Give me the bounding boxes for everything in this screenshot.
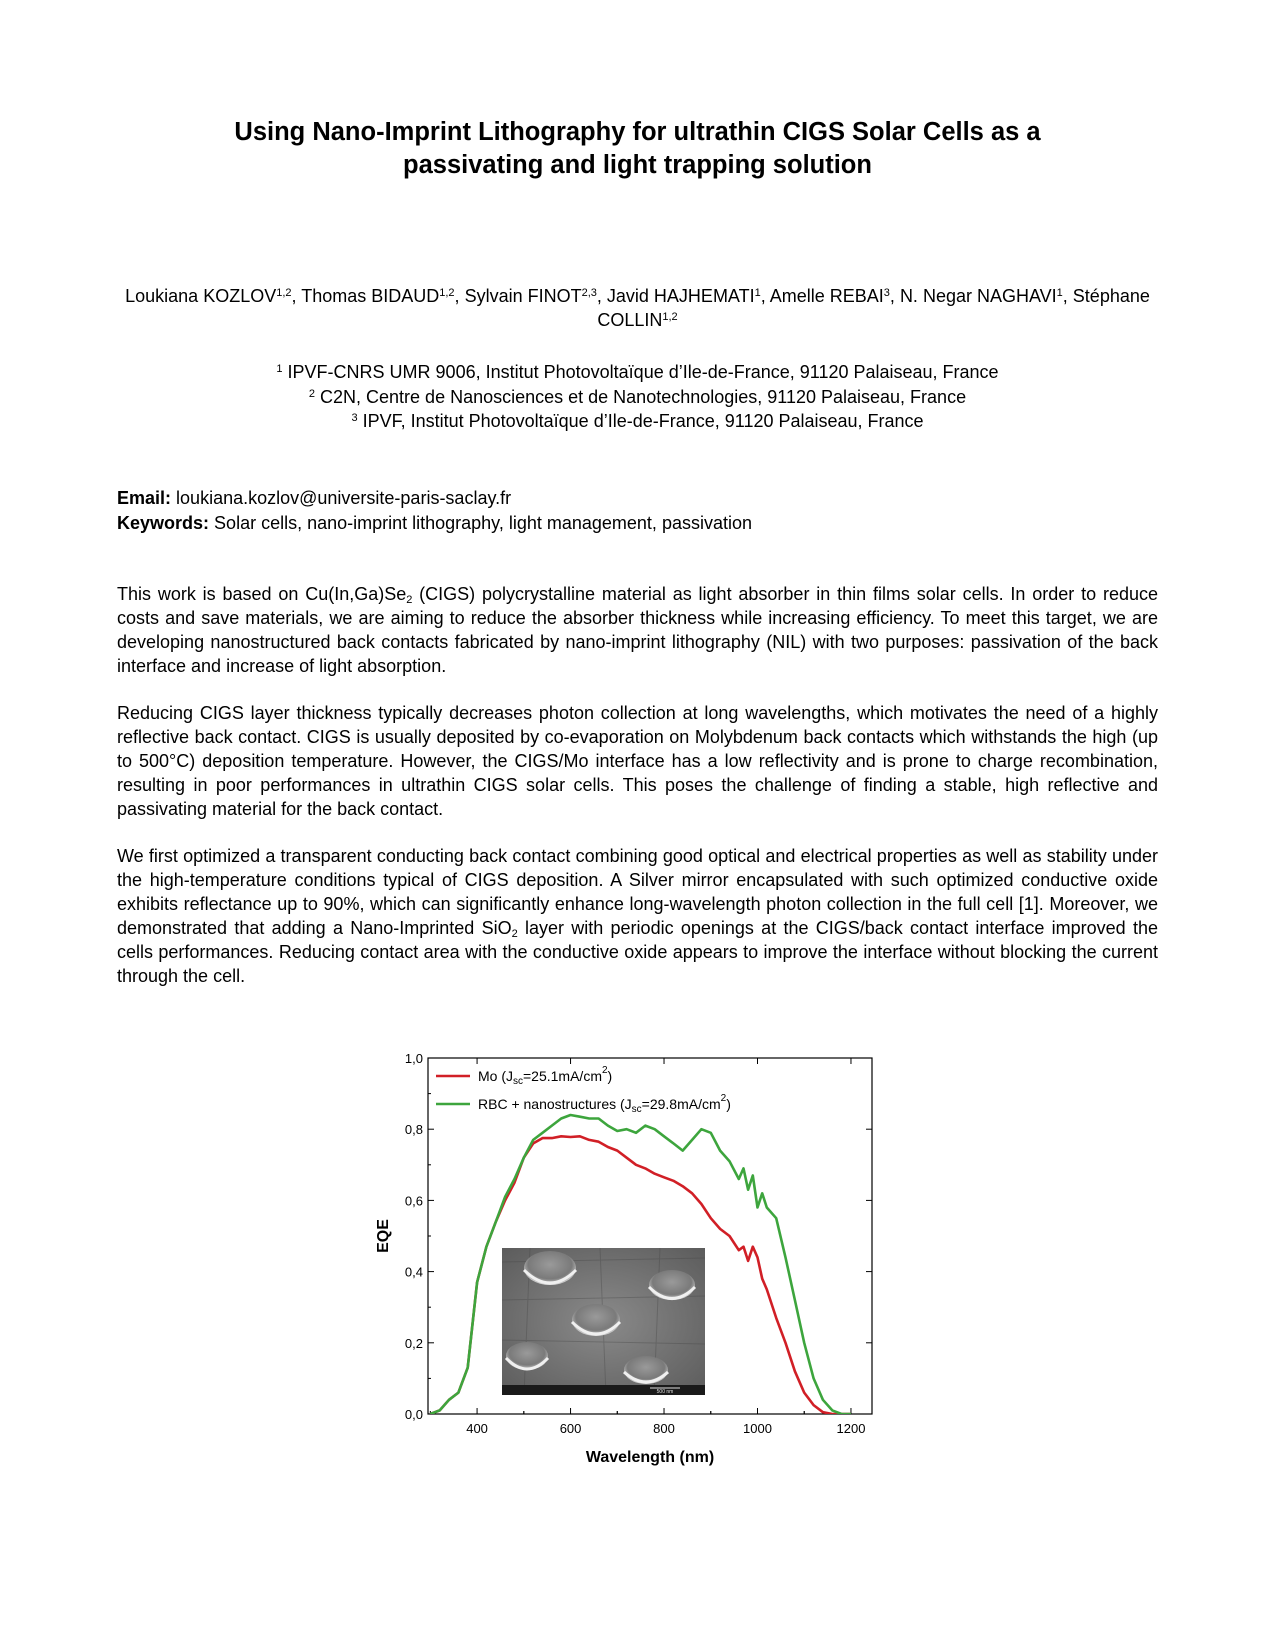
author-name: Sylvain FINOT [464, 286, 582, 306]
author-affiliation-mark: 2,3 [581, 287, 597, 299]
paragraph-1-subscript: 2 [406, 594, 413, 606]
legend-legend-end: ) [607, 1068, 613, 1084]
x-tick-label: 1000 [743, 1421, 772, 1436]
affiliation-number: 3 [351, 412, 358, 424]
x-tick-label: 400 [466, 1421, 488, 1436]
legend-legend-sup: 2 [601, 1065, 608, 1076]
legend-legend-val: =25.1mA/cm [523, 1068, 602, 1084]
author-name: Amelle REBAI [769, 286, 884, 306]
sem-inset-image [502, 1248, 705, 1395]
body-paragraph-2: Reducing CIGS layer thickness typically decreases photon collection at long wavelengths, which motivates the need of a highly reflective back contact. CIGS is usually deposited by co-evaporation on Molybdenum back contacts which withstands the high (up to 500°C) deposition temperature. However, the CIGS/Mo interface has a low reflectivity and is prone to charge recombination, resulting in poor performances in ultrathin CIGS solar cells. This poses the challenge of finding a stable, high reflective and passivating material for the back contact. [117, 703, 1158, 819]
keywords-label: Keywords: [117, 512, 210, 533]
affiliation-number: 2 [308, 387, 316, 400]
author-affiliation-mark: 1 [1056, 287, 1063, 299]
paragraph-1-text-a: This work is based on Cu(In,Ga)Se [117, 584, 407, 604]
legend-legend-main: Mo (J [478, 1068, 513, 1084]
author-affiliation-mark: 1 [754, 287, 761, 299]
y-axis-label: EQE [375, 1219, 392, 1253]
affiliation-text: IPVF-CNRS UMR 9006, Institut Photovoltaïque d’Ile-de-France, 91120 Palaiseau, France [282, 362, 999, 382]
author-name: Stéphane COLLIN [597, 286, 1150, 330]
author-name: N. Negar NAGHAVI [899, 286, 1057, 306]
author-name: Javid HAJHEMATI [606, 286, 755, 306]
x-axis-label: Wavelength (nm) [585, 1449, 715, 1466]
author-affiliation-mark: 1,2 [276, 287, 292, 299]
keywords-value: Solar cells, nano-imprint lithography, light management, passivation [214, 512, 752, 533]
title-line-2: passivating and light trapping solution [403, 151, 872, 179]
y-tick-label: 0,2 [404, 1335, 423, 1351]
author-name: Thomas BIDAUD [301, 286, 440, 306]
legend-legend-end: ) [726, 1096, 731, 1112]
author-list: Loukiana KOZLOV$^{1,2}$, Thomas BIDAUD$^{1,2}$, Sylvain FINOT$^{2,3}$, Javid HAJHEMATI$^1$, Amelle REBAI$^3$, N. Negar NAGHAVI$^1$, Stéphane COLLIN$^{1,2}$ [125, 286, 1150, 330]
author-affiliation-mark: 1,2 [662, 311, 678, 323]
y-tick-label: 0,4 [404, 1264, 423, 1280]
affiliation-text: C2N, Centre de Nanosciences et de Nanotechnologies, 91120 Palaiseau, France [315, 386, 967, 407]
affiliation-number: 1 [276, 363, 283, 375]
email-value[interactable]: loukiana.kozlov@universite-paris-saclay.fr [176, 488, 512, 508]
y-tick-label: 0,0 [404, 1407, 423, 1422]
email-label: Email: [117, 488, 172, 508]
sem-scale-label: 500 nm [656, 1389, 674, 1395]
x-tick-label: 600 [559, 1421, 582, 1436]
legend-legend-val: =29.8mA/cm [641, 1096, 721, 1112]
x-tick-label: 800 [653, 1421, 675, 1436]
paragraph-3-subscript: 2 [511, 928, 518, 940]
y-tick-label: 1,0 [404, 1051, 423, 1066]
title-line-1: Using Nano-Imprint Lithography for ultrathin CIGS Solar Cells as a [234, 118, 1041, 146]
legend-entry [478, 1065, 612, 1087]
paragraph-3-text-a: We first optimized a transparent conducting back contact combining good optical and electrical properties as well as stability under the high-temperature conditions typical of CIGS deposition. A Silver mirror encapsulated with such optimized conductive oxide exhibits reflectance up to 90%, which can significantly enhance long-wavelength photon collection in the full cell [1]. Moreover, we demonstrated that adding a Nano-Imprinted SiO [117, 846, 1158, 938]
y-tick-label: 0,8 [404, 1122, 423, 1138]
author-affiliation-mark: 3 [883, 287, 890, 299]
legend-legend-sub: sc [631, 1104, 642, 1115]
affiliation-text: IPVF, Institut Photovoltaïque d’Ile-de-France, 91120 Palaiseau, France [357, 411, 924, 431]
paragraph-3-text-b: layer with periodic openings at the CIGS/back contact interface improved the cells performances. Reducing contact area with the conductive oxide appears to improve the interface without blocking the current through the cell. [117, 918, 1158, 986]
author-name: Loukiana KOZLOV [125, 286, 277, 306]
x-tick-label: 1200 [836, 1421, 866, 1436]
author-affiliation-mark: 1,2 [439, 287, 455, 299]
paragraph-1-text-b: (CIGS) polycrystalline material as light absorber in thin films solar cells. In order to reduce costs and save materials, we are aiming to reduce the absorber thickness while increasing efficiency. To meet this target, we are developing nanostructured back contacts fabricated by nano-imprint lithography (NIL) with two purposes: passivation of the back interface and increase of light absorption. [117, 584, 1158, 676]
y-tick-label: 0,6 [404, 1193, 423, 1209]
legend-entry [478, 1093, 731, 1115]
legend-legend-sup: 2 [720, 1093, 727, 1104]
legend-legend-sub: sc [513, 1076, 523, 1087]
chart-legend [436, 1065, 731, 1115]
legend-legend-main: RBC + nanostructures (J [478, 1096, 632, 1112]
